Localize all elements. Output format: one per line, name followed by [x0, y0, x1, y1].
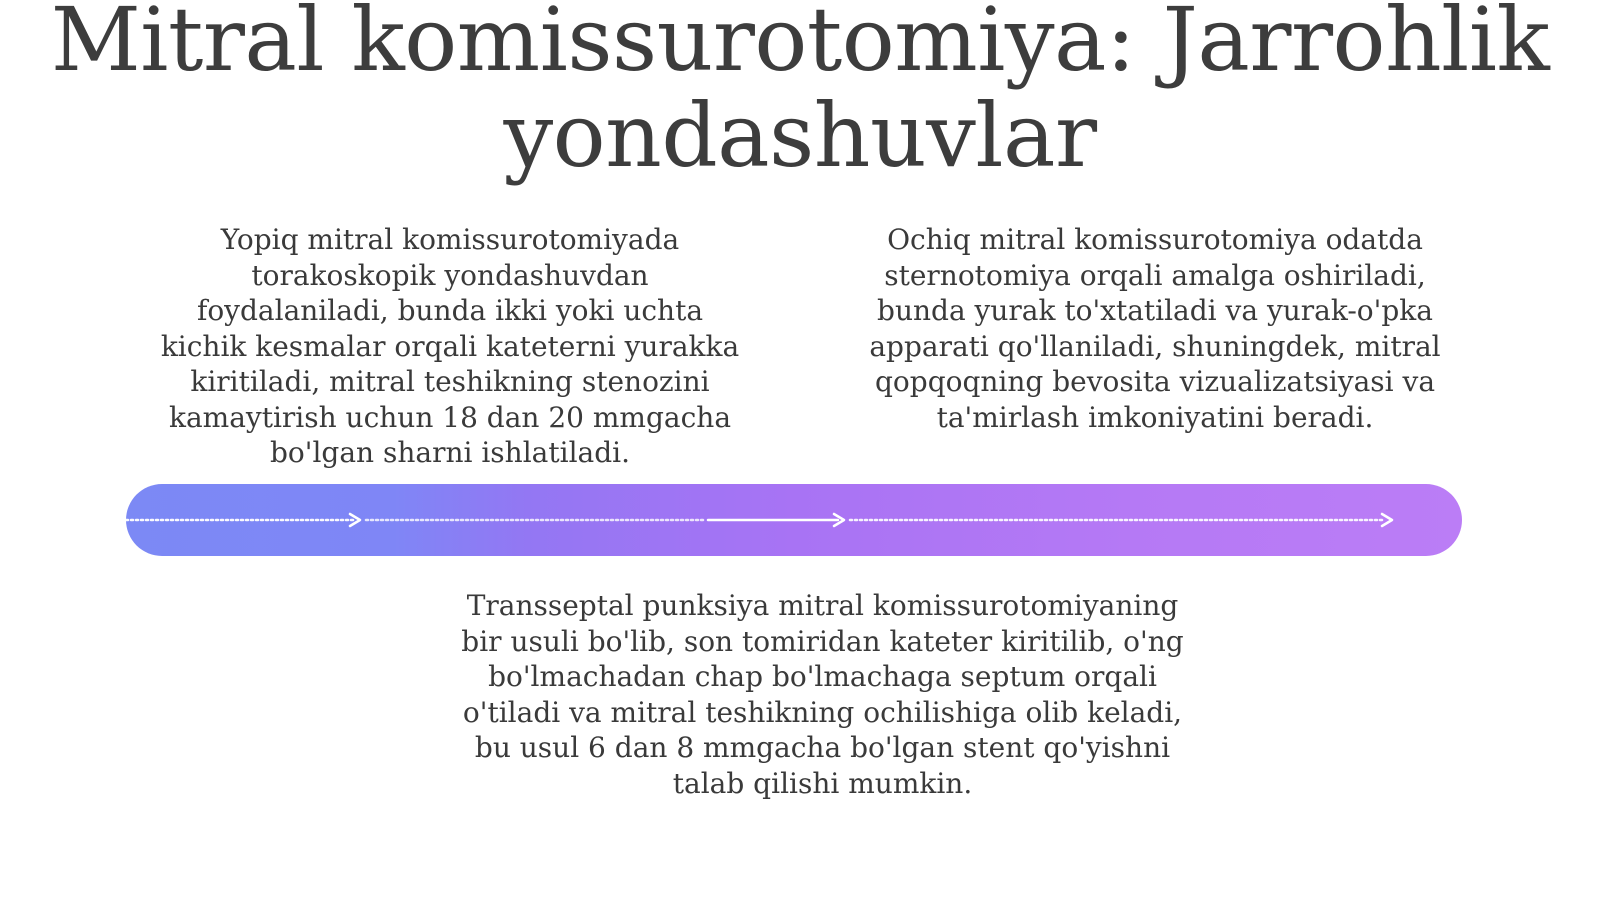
- arrowhead-3-icon: [1382, 514, 1392, 526]
- timeline-arrows: [126, 484, 1462, 556]
- page-title: Mitral komissurotomiya: Jarrohlik yondashuvlar: [50, 0, 1550, 187]
- timeline: [126, 484, 1462, 556]
- transseptal-approach-text: Transseptal punksiya mitral komissurotomiyaning bir usuli bo'lib, son tomiridan kateter kiritilib, o'ng bo'lmachadan chap bo'lmachaga septum orqali o'tiladi va mitral teshikning ochilishiga olib keladi, bu usul 6 dan 8 mmgacha bo'lgan stent qo'yishni talab qilishi mumkin.: [461, 589, 1184, 800]
- open-approach-text: Ochiq mitral komissurotomiya odatda sternotomiya orqali amalga oshiriladi, bunda yurak to'xtatiladi va yurak-o'pka apparati qo'llaniladi, shuningdek, mitral qopqoqning bevosita vizualizatsiyasi va ta'mirlash imkoniyatini beradi.: [869, 223, 1441, 434]
- closed-approach-text: Yopiq mitral komissurotomiyada torakoskopik yondashuvdan foydalaniladi, bunda ikki yoki uchta kichik kesmalar orqali kateterni yurakka kiritiladi, mitral teshikning stenozini kamaytirish uchun 18 dan 20 mmgacha bo'lgan sharni ishlatiladi.: [160, 223, 740, 469]
